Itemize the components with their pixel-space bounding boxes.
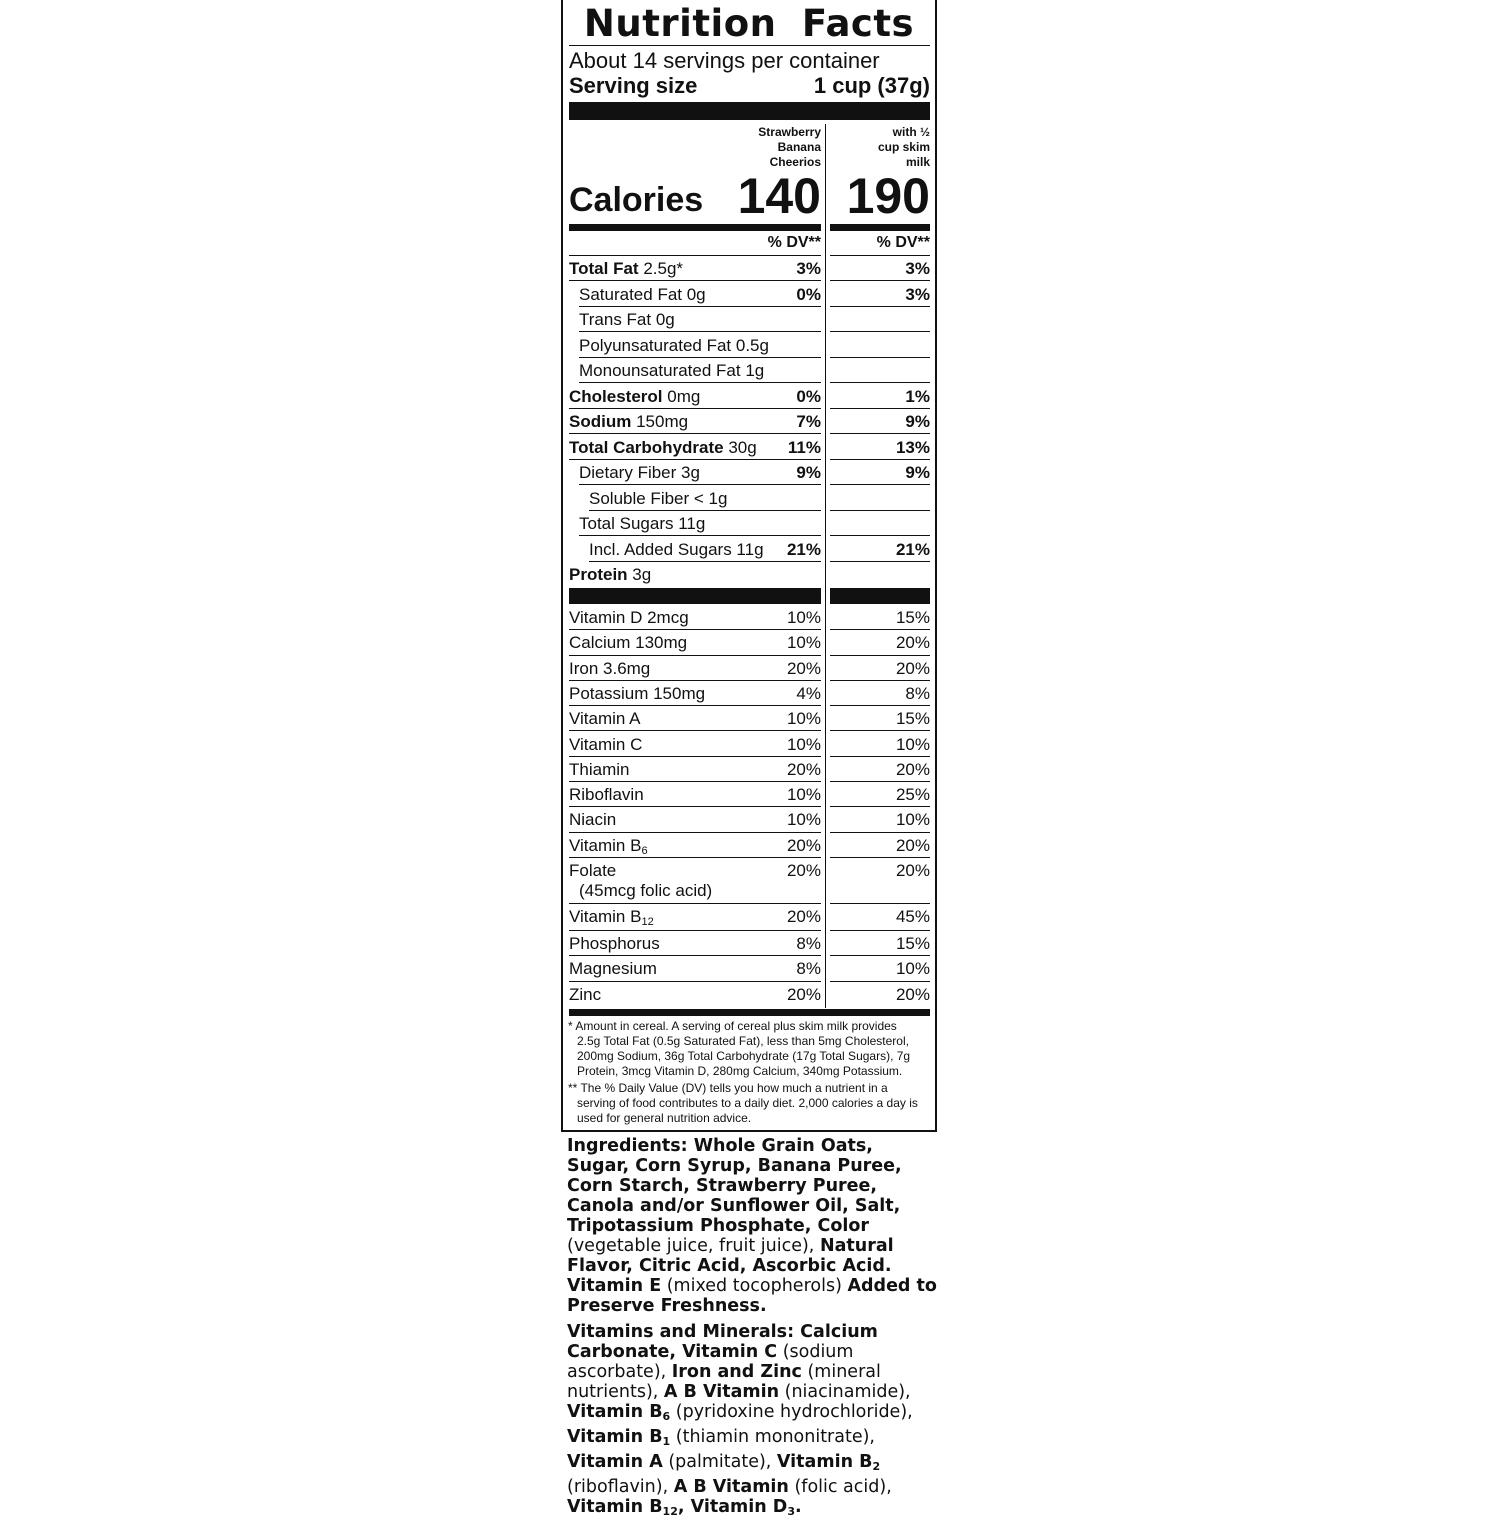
vitamin-label: Vitamin A: [569, 709, 641, 729]
vitamin-label: Vitamin D 2mcg: [569, 608, 689, 627]
text-segment: (riboflavin),: [567, 1477, 674, 1497]
vitamin-name: [569, 785, 644, 805]
ingredients-statement: [567, 1136, 937, 1316]
dv-with-milk: 9%: [905, 463, 930, 482]
nutrient-name: [569, 387, 700, 407]
bold-segment: Vitamins and Minerals: Calcium Carbonate, Vitamin C: [567, 1322, 878, 1362]
nutrient-name: [569, 259, 683, 279]
nutrient-amount: 150mg: [636, 412, 689, 431]
nutrient-name: [579, 285, 706, 305]
footnote-amount-in-cereal: [568, 1019, 930, 1079]
dv-with-milk: 25%: [895, 785, 930, 805]
row-divider: [569, 255, 821, 256]
nutrient-row: [569, 409, 930, 434]
serving-size-value: 1 cup (37g): [813, 73, 930, 98]
thick-bar: [569, 102, 930, 120]
vitamin-name: [569, 760, 629, 780]
dv-cereal: 8%: [796, 934, 821, 953]
nutrient-amount: 30g: [728, 437, 757, 457]
vitamin-subscript: 12: [641, 916, 654, 928]
dv-cereal: 10%: [786, 785, 821, 805]
nutrient-name: [579, 361, 764, 381]
bold-segment: Ingredients: Whole Grain Oats, Sugar, Corn Syrup, Banana Puree, Corn Starch, Strawberry Puree, Canola and/or Sunflower Oil, Salt, Tripotassium Phosphate, Color: [567, 1136, 902, 1236]
vitamin-label: Vitamin B: [569, 835, 642, 855]
vitamin-name: [569, 684, 705, 704]
vitamin-row: [569, 858, 930, 904]
bold-segment: Vitamin B: [567, 1427, 663, 1447]
vitamin-row: [569, 630, 930, 655]
vitamin-label: Riboflavin: [569, 785, 644, 805]
vitamin-row: [569, 782, 930, 807]
dv-with-milk: 3%: [905, 259, 930, 278]
dv-with-milk: 10%: [895, 810, 930, 830]
thick-bar: [830, 224, 930, 231]
dv-cereal: 20%: [786, 907, 821, 926]
footnote-2-rest: serving of food contributes to a daily diet. 2,000 calories a day is used for general nutrition advice.: [577, 1096, 918, 1125]
footnote-daily-value: [568, 1081, 930, 1126]
dv-cereal: 10%: [786, 709, 821, 729]
vitamin-row: [569, 656, 930, 681]
dv-cereal: 20%: [786, 658, 821, 678]
footnote-2-lead: ** The % Daily Value (DV) tells you how much a nutrient in a: [568, 1081, 888, 1095]
dv-with-milk: 20%: [895, 835, 930, 855]
dv-cereal: 3%: [796, 259, 821, 278]
text-segment: (niacinamide),: [779, 1382, 911, 1402]
nutrient-row: [569, 384, 930, 409]
vitamin-row: [569, 732, 930, 757]
nutrient-row: [569, 537, 930, 562]
dv-with-milk: 9%: [905, 412, 930, 431]
vitamin-name: [569, 608, 689, 628]
serving-size: [569, 73, 930, 99]
bold-segment: Added to Preserve Freshness.: [567, 1276, 937, 1316]
column-header-with-milk: with ½ cup skim milk: [877, 125, 930, 169]
dv-cereal: 11%: [787, 437, 821, 457]
dv-with-milk: 45%: [895, 907, 930, 926]
footnote-1-rest: 2.5g Total Fat (0.5g Saturated Fat), less than 5mg Cholesterol, 200mg Sodium, 36g Total Carbohydrate (17g Total Sugars), 7g Protein, 3mcg Vitamin D, 280mg Calcium, 340mg Potassium.: [577, 1034, 911, 1078]
vitamin-row: [569, 982, 930, 1007]
vitamin-row: [569, 904, 930, 931]
divider: [569, 45, 930, 46]
text-segment: (sodium ascorbate),: [567, 1342, 854, 1382]
vitamin-row: [569, 706, 930, 731]
nutrient-amount: Total Sugars 11g: [579, 514, 706, 533]
vitamin-row: [569, 833, 930, 858]
dv-cereal: 20%: [786, 835, 821, 855]
dv-cereal: 9%: [796, 463, 821, 482]
vitamin-name: [569, 633, 687, 653]
subscript: 12: [662, 1505, 678, 1518]
dv-cereal: 7%: [796, 412, 821, 431]
dv-with-milk: 10%: [895, 734, 930, 754]
nutrient-amount: Soluble Fiber < 1g: [589, 488, 728, 508]
dv-header-with-milk: % DV**: [876, 234, 930, 251]
vitamin-label: Iron 3.6mg: [569, 658, 651, 678]
dv-cereal: 10%: [786, 810, 821, 830]
text-segment: (pyridoxine hydrochloride),: [670, 1402, 913, 1422]
nutrient-row: [569, 358, 930, 383]
dv-with-milk: 20%: [895, 759, 930, 779]
thick-bar: [830, 588, 930, 604]
footnote-1-lead: * Amount in cereal. A serving of cereal plus skim milk provides: [568, 1019, 897, 1033]
text-segment: (mixed tocopherols): [661, 1276, 848, 1296]
nutrient-row: [569, 256, 930, 281]
nutrient-name: [569, 565, 651, 585]
dv-with-milk: 1%: [905, 386, 930, 406]
bold-segment: A B Vitamin: [663, 1382, 780, 1402]
nutrient-name: [579, 463, 700, 483]
vitamin-label: Vitamin B: [569, 907, 642, 926]
vitamin-label: Thiamin: [569, 759, 630, 779]
nutrient-name: [589, 489, 727, 509]
dv-with-milk: 8%: [905, 683, 930, 703]
vitamin-label: Phosphorus: [569, 934, 660, 953]
calories-with-milk: 190: [846, 168, 930, 224]
vitamin-name: [569, 810, 616, 830]
bold-segment: , Vitamin D: [677, 1497, 788, 1517]
nutrient-row: [569, 511, 930, 536]
dv-cereal: 10%: [786, 633, 821, 653]
bold-segment: A B Vitamin: [673, 1477, 789, 1497]
calories-label: Calories: [569, 181, 704, 219]
bold-segment: Iron and Zinc: [671, 1362, 802, 1382]
nutrient-amount: 3g: [632, 565, 652, 584]
dv-cereal: 20%: [786, 984, 821, 1004]
nutrient-label: Sodium: [569, 412, 632, 431]
thick-bar: [569, 224, 821, 231]
vitamin-name: [569, 861, 712, 901]
vitamin-label: Magnesium: [569, 959, 657, 979]
subscript: 1: [662, 1435, 671, 1448]
bold-segment: Vitamin B: [567, 1497, 663, 1517]
nutrient-amount: Saturated Fat 0g: [579, 284, 706, 304]
calories-cereal: 140: [737, 168, 821, 224]
nutrient-amount: Incl. Added Sugars 11g: [589, 539, 764, 559]
vitamin-name: [569, 709, 641, 729]
nutrient-amount: Dietary Fiber 3g: [579, 463, 700, 482]
dv-cereal: 8%: [796, 959, 821, 979]
dv-with-milk: 10%: [895, 959, 930, 979]
dv-header-cereal: % DV**: [767, 234, 821, 251]
nutrient-row: [569, 562, 930, 587]
dv-cereal: 10%: [786, 734, 821, 754]
bold-segment: Vitamin B: [776, 1452, 873, 1472]
bold-segment: Vitamin B: [567, 1402, 663, 1422]
row-divider: [830, 255, 930, 256]
dv-with-milk: 20%: [895, 861, 930, 880]
thick-bar: [569, 1009, 930, 1016]
vitamin-note: (45mcg folic acid): [579, 881, 713, 900]
nutrient-row: [569, 307, 930, 332]
dv-with-milk: 15%: [895, 934, 930, 953]
nutrient-label: Total Carbohydrate: [569, 437, 724, 457]
text-segment: (vegetable juice, fruit juice),: [567, 1236, 820, 1256]
vitamin-subscript: 6: [641, 844, 648, 857]
vitamin-row: [569, 931, 930, 956]
subscript: 3: [787, 1505, 795, 1518]
bold-segment: Vitamin A: [567, 1452, 663, 1472]
dv-with-milk: 15%: [895, 709, 930, 729]
vitamin-name: [569, 659, 650, 679]
serving-size-label: Serving size: [569, 73, 698, 98]
vitamin-label: Folate: [569, 861, 617, 880]
nutrient-name: [579, 310, 675, 330]
nutrient-row: [569, 435, 930, 460]
nutrient-amount: Polyunsaturated Fat 0.5g: [579, 335, 769, 355]
nutrient-amount: 2.5g*: [643, 259, 684, 278]
nutrient-amount: Monounsaturated Fat 1g: [579, 361, 765, 380]
vitamin-row: [569, 757, 930, 782]
subscript: 6: [662, 1410, 671, 1423]
vitamin-label: Potassium 150mg: [569, 683, 706, 703]
text-segment: (thiamin mononitrate),: [670, 1427, 875, 1447]
dv-with-milk: 20%: [895, 984, 930, 1004]
text-segment: (palmitate),: [662, 1452, 777, 1472]
nutrient-row: [569, 460, 930, 485]
vitamins-and-minerals-statement: [567, 1322, 937, 1522]
dv-with-milk: 20%: [895, 633, 930, 653]
subscript: 2: [872, 1460, 881, 1473]
nutrient-row: [569, 333, 930, 358]
text-segment: (mineral nutrients),: [567, 1362, 881, 1402]
vitamin-row: [569, 807, 930, 832]
text-segment: (folic acid),: [788, 1477, 892, 1497]
vitamin-label: Niacin: [569, 810, 617, 830]
vitamin-label: Vitamin C: [569, 734, 643, 754]
vitamin-label: Zinc: [569, 984, 602, 1004]
nutrient-name: [579, 336, 769, 356]
nutrient-amount: 0mg: [667, 386, 701, 406]
column-header-cereal: Strawberry Banana Cheerios: [758, 125, 821, 169]
vitamin-row: [569, 605, 930, 630]
nutrient-name: [579, 514, 705, 534]
vitamin-name: [569, 907, 654, 932]
thick-bar: [569, 588, 821, 604]
vitamin-name: [569, 959, 657, 979]
dv-cereal: 20%: [786, 861, 821, 880]
nutrient-amount: Trans Fat 0g: [579, 310, 675, 329]
dv-with-milk: 15%: [895, 608, 930, 627]
dv-with-milk: 20%: [895, 658, 930, 678]
servings-per-container: About 14 servings per container: [569, 48, 880, 73]
nutrient-name: [569, 412, 688, 432]
nutrient-label: Cholesterol: [569, 386, 663, 406]
vitamin-name: [569, 985, 601, 1005]
dv-cereal: 4%: [796, 683, 821, 703]
dv-with-milk: 21%: [895, 539, 930, 559]
dv-cereal: 21%: [786, 539, 821, 559]
dv-cereal: 0%: [796, 386, 821, 406]
vitamin-row: [569, 956, 930, 981]
nutrient-label: Total Fat: [569, 259, 639, 278]
dv-with-milk: 13%: [895, 437, 930, 457]
dv-cereal: 0%: [796, 284, 821, 304]
dv-cereal: 20%: [786, 759, 821, 779]
bold-segment: Natural Flavor, Citric Acid, Ascorbic Acid. Vitamin E: [567, 1236, 894, 1296]
vitamin-label: Calcium 130mg: [569, 633, 688, 653]
vitamin-name: [569, 934, 660, 954]
label-title: Nutrition Facts: [583, 2, 915, 45]
bold-segment: .: [794, 1497, 802, 1517]
dv-with-milk: 3%: [905, 284, 930, 304]
nutrient-row: [569, 486, 930, 511]
nutrient-row: [569, 282, 930, 307]
vitamin-name: [569, 735, 642, 755]
vitamin-row: [569, 681, 930, 706]
dv-cereal: 10%: [786, 608, 821, 627]
nutrient-label: Protein: [569, 565, 628, 584]
